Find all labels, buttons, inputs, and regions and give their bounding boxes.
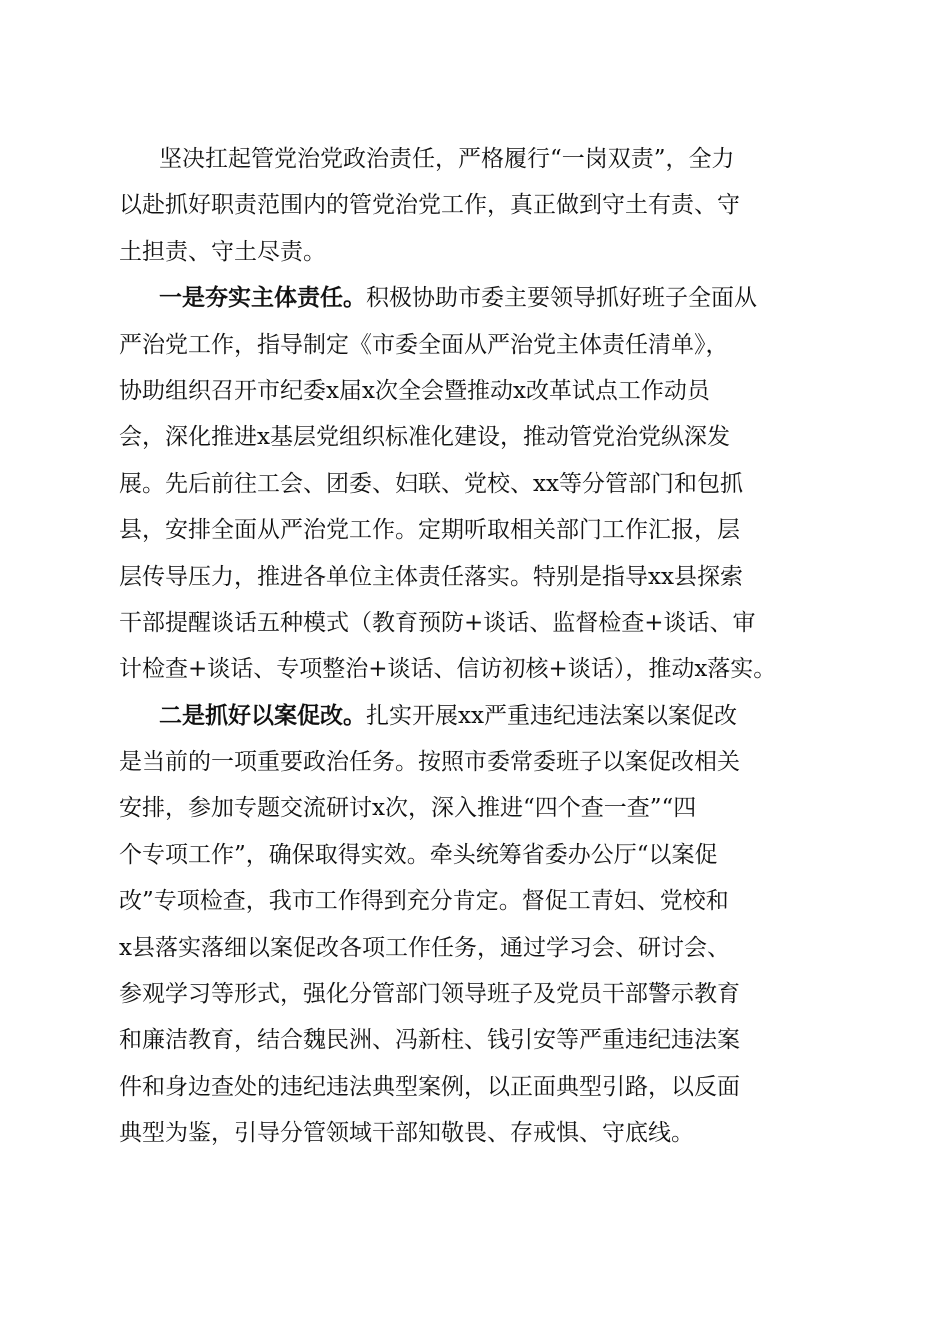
text-line-content: 坚决扛起管党治党政治责任，严格履行“一岗双责”，全力 [159,146,735,172]
text-line [119,136,841,182]
text-line: 会，深化推进x基层党组织标准化建设，推动管党治党纵深发 [119,424,730,451]
text-line: 干部提醒谈话五种模式（教育预防+谈话、监督检查+谈话、审 [119,609,756,636]
text-line: x县落实落细以案促改各项工作任务，通过学习会、研讨会、 [119,934,730,961]
text-line: 参观学习等形式，强化分管部门领导班子及党员干部警示教育 [119,981,740,1008]
paragraph-lead: 二是抓好以案促改。 [159,701,366,729]
text-line: 展。先后前往工会、团委、妇联、党校、xx等分管部门和包抓 [119,470,743,497]
document-body [119,136,841,1157]
text-line: 以赴抓好职责范围内的管党治党工作，真正做到守土有责、守 [119,192,740,219]
text-line-content: 积极协助市委主要领导抓好班子全面从 [366,285,757,312]
text-line: 和廉洁教育，结合魏民洲、冯新柱、钱引安等严重违纪违法案 [119,1027,740,1054]
text-line: 改”专项检查，我市工作得到充分肯定。督促工青妇、党校和 [119,888,729,915]
text-line: 县，安排全面从严治党工作。定期听取相关部门工作汇报，层 [119,517,740,544]
text-line-content: 扎实开展xx严重违纪违法案以案促改 [366,702,737,729]
text-line: 是当前的一项重要政治任务。按照市委常委班子以案促改相关 [119,749,740,776]
paragraph-case-reform [119,693,841,1157]
text-line [119,275,841,321]
paragraph-main-responsibility [119,275,841,693]
paragraph-intro [119,136,841,275]
text-line: 安排，参加专题交流研讨x次，深入推进“四个查一查”“四 [119,795,697,822]
text-line: 计检查+谈话、专项整治+谈话、信访初核+谈话），推动x落实。 [119,656,777,683]
text-line: 件和身边查处的违纪违法典型案例，以正面典型引路，以反面 [119,1073,740,1100]
text-line: 个专项工作”，确保取得实效。牵头统筹省委办公厅“以案促 [119,841,718,868]
text-line [119,693,841,739]
text-line: 协助组织召开市纪委x届x次全会暨推动x改革试点工作动员 [119,377,710,404]
text-line: 严治党工作，指导制定《市委全面从严治党主体责任清单》， [119,331,729,358]
text-line: 层传导压力，推进各单位主体责任落实。特别是指导xx县探索 [119,563,743,590]
text-line: 土担责、守土尽责。 [119,238,326,265]
paragraph-lead: 一是夯实主体责任。 [159,284,366,312]
text-line: 典型为鉴，引导分管领域干部知敬畏、存戒惧、守底线。 [119,1120,694,1147]
